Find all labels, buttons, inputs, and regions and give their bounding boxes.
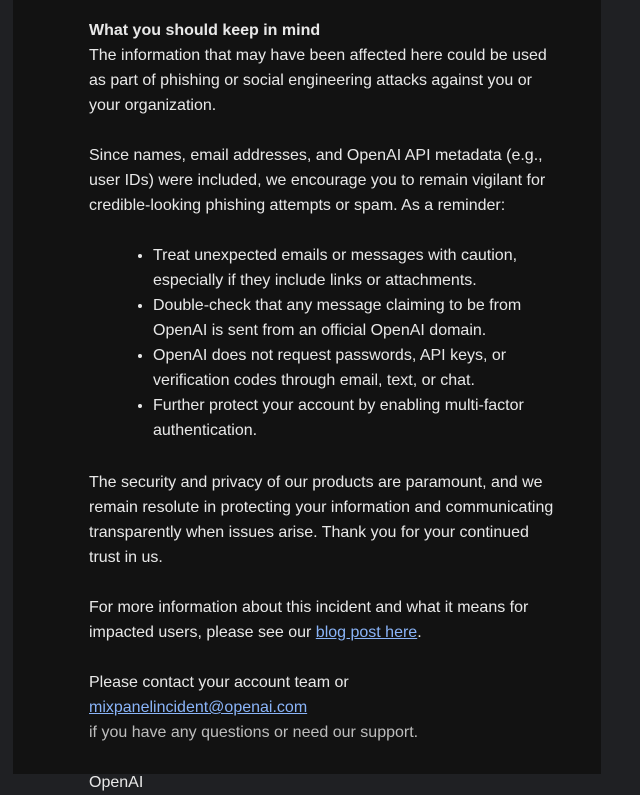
intro-paragraph: The information that may have been affected here could be used as part of phishing or social engineering attacks against you or your organization. — [89, 47, 547, 114]
blog-post-link[interactable]: blog post here — [315, 624, 418, 641]
safety-tips-list — [89, 243, 561, 443]
list-item: • Treat unexpected emails or messages with caution, especially if they include links or attachments. — [153, 243, 561, 293]
contact-support-text: if you have any questions or need our support. — [89, 724, 419, 741]
support-email-link[interactable]: mixpanelincident@openai.com — [89, 699, 308, 716]
list-item: • Further protect your account by enabling multi-factor authentication. — [153, 393, 561, 443]
section-heading: What you should keep in mind — [89, 22, 321, 39]
keep-in-mind-section — [89, 18, 561, 118]
more-info-paragraph — [89, 595, 561, 645]
email-body — [13, 0, 601, 791]
security-statement-paragraph: The security and privacy of our products are paramount, and we remain resolute in protecting your information and communicating transparently when issues arise. Thank you for your continued trust in us. — [89, 474, 554, 566]
more-info-text: For more information about this incident and what it means for impacted users, please see our — [89, 599, 529, 641]
contact-text: Please contact your account team or — [89, 674, 349, 691]
contact-paragraph — [89, 670, 561, 745]
reminder-intro-paragraph: Since names, email addresses, and OpenAI API metadata (e.g., user IDs) were included, we encourage you to remain vigilant for credible-looking phishing attempts or spam. As a reminder: — [89, 147, 546, 214]
signature: OpenAI — [89, 774, 144, 791]
list-item: • OpenAI does not request passwords, API keys, or verification codes through email, text, or chat. — [153, 343, 561, 393]
more-info-period: . — [417, 624, 422, 641]
list-item: • Double-check that any message claiming to be from OpenAI is sent from an official OpenAI domain. — [153, 293, 561, 343]
